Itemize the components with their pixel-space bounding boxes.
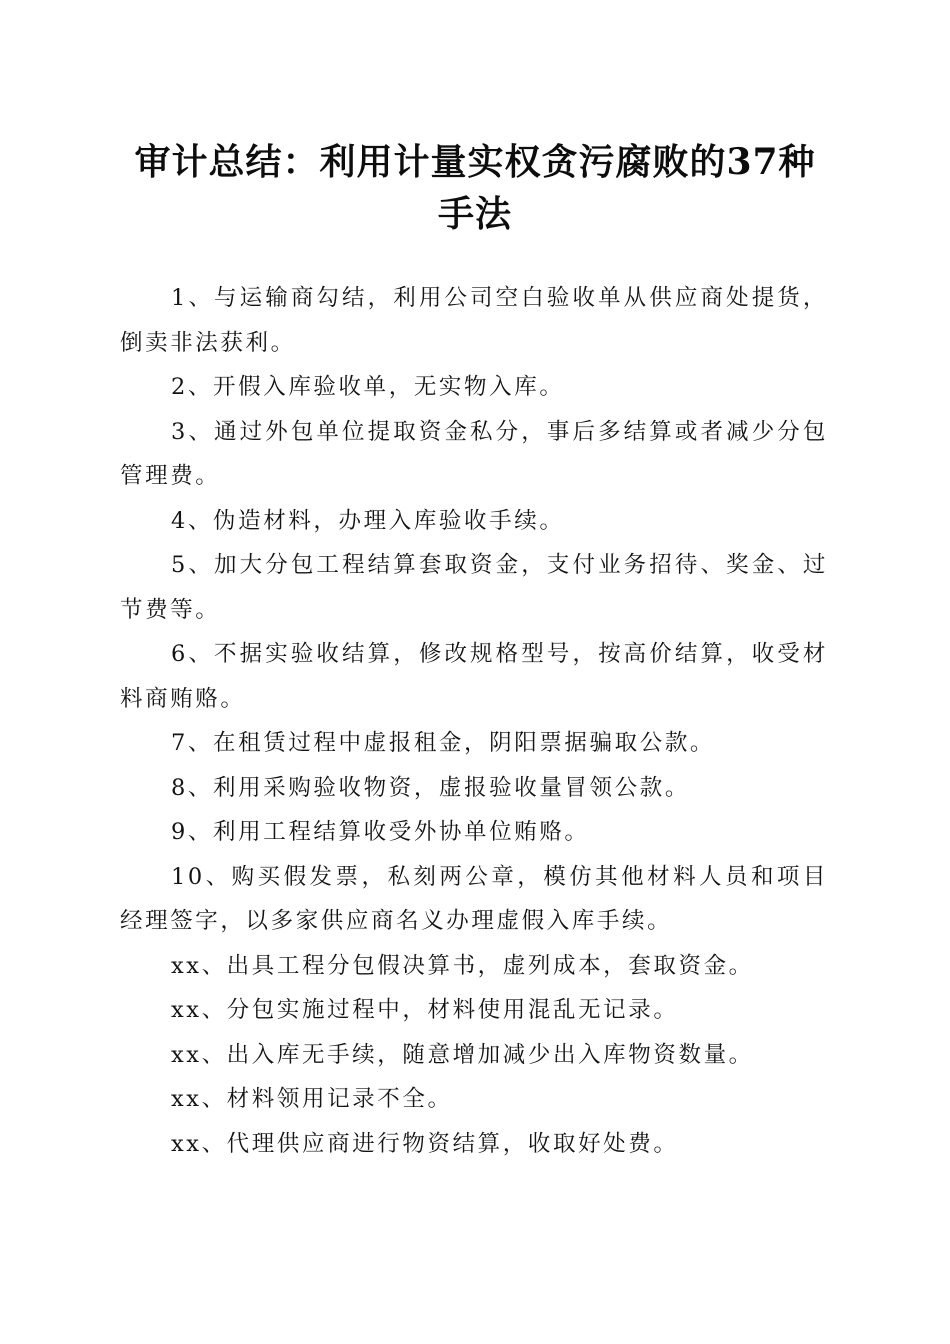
paragraph-5: 5、加大分包工程结算套取资金，支付业务招待、奖金、过节费等。 — [120, 552, 828, 623]
paragraph-1: 1、与运输商勾结，利用公司空白验收单从供应商处提货，倒卖非法获利。 — [120, 285, 828, 356]
paragraph-13: xx、出入库无手续，随意增加减少出入库物资数量。 — [171, 1041, 754, 1068]
document-body — [120, 276, 828, 1166]
paragraph-11: xx、出具工程分包假决算书，虚列成本，套取资金。 — [171, 952, 754, 979]
paragraph-14: xx、材料领用记录不全。 — [171, 1086, 453, 1112]
paragraph-4: 4、伪造材料，办理入库验收手续。 — [171, 507, 565, 534]
paragraph-12: xx、分包实施过程中，材料使用混乱无记录。 — [171, 997, 679, 1023]
paragraph-15: xx、代理供应商进行物资结算，收取好处费。 — [171, 1130, 679, 1157]
paragraph-3: 3、通过外包单位提取资金私分，事后多结算或者减少分包管理费。 — [120, 418, 828, 489]
paragraph-9: 9、利用工程结算收受外协单位贿赂。 — [171, 819, 590, 845]
paragraph-10: 10、购买假发票，私刻两公章，模仿其他材料人员和项目经理签字，以多家供应商名义办理虚假入库手续。 — [120, 863, 828, 934]
paragraph-7: 7、在租赁过程中虚报租金，阴阳票据骗取公款。 — [171, 730, 716, 756]
paragraph-2: 2、开假入库验收单，无实物入库。 — [171, 374, 565, 400]
document-title: 审计总结：利用计量实权贪污腐败的37种手法 — [134, 141, 816, 235]
paragraph-6: 6、不据实验收结算，修改规格型号，按高价结算，收受材料商贿赂。 — [120, 641, 828, 712]
paragraph-8: 8、利用采购验收物资，虚报验收量冒领公款。 — [171, 774, 690, 801]
